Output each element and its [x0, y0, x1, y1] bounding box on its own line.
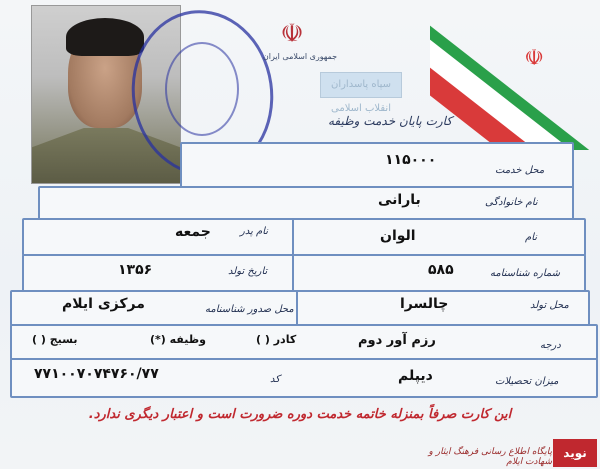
row-name [292, 218, 586, 256]
family-name-label: نام خانوادگی [485, 197, 538, 208]
name-label: نام [525, 232, 538, 243]
code-label: کد [270, 374, 281, 385]
birth-place-value: چالسرا [400, 296, 449, 312]
rank-label: درجه [540, 340, 561, 351]
birth-date-label: تاریخ تولد [228, 266, 268, 277]
status-kadr: کادر ( ) [256, 333, 297, 346]
code-value: ۷۷۱۰۰۷۰۷۴۷۶۰/۷۷ [34, 366, 159, 382]
flag-emblem-icon: ☫ [524, 46, 544, 71]
birth-date-value: ۱۳۵۶ [118, 262, 153, 278]
rank-value: رزم آور دوم [358, 333, 436, 348]
id-number-value: ۵۸۵ [428, 262, 454, 278]
issue-place-label: محل صدور شناسنامه [205, 304, 294, 315]
place-of-service-label: محل خدمت [495, 165, 545, 176]
status-basij: بسیج ( ) [32, 333, 78, 346]
name-value: الوان [380, 228, 416, 244]
row-rank-status [10, 324, 598, 360]
row-father-name [22, 218, 294, 256]
corps-banner: سپاه پاسداران انقلاب اسلامی [320, 72, 402, 98]
hair [66, 18, 144, 56]
brand-logo: نوید [553, 439, 597, 467]
birth-place-label: محل تولد [530, 300, 569, 311]
father-name-label: نام پدر [240, 226, 269, 237]
republic-label: جمهوری اسلامی ایران [262, 52, 338, 61]
education-value: دیپلم [398, 368, 433, 384]
card-notice: این کارت صرفاً بمنزله خاتمه خدمت دوره ضرورت است و اعتبار دیگری ندارد. [88, 407, 512, 422]
emblem-icon: ☫ [280, 19, 304, 49]
father-name-value: جمعه [175, 224, 211, 240]
brand-tagline: پایگاه اطلاع رسانی فرهنگ ایثار و شهادت ایلام [428, 447, 552, 467]
stamp-emblem [165, 42, 239, 136]
education-label: میزان تحصیلات [495, 376, 559, 387]
family-name-value: بارانی [378, 192, 421, 208]
status-vazife: وظیفه (*) [150, 333, 206, 346]
issue-place-value: مرکزی ایلام [62, 296, 145, 312]
card-title: کارت پایان خدمت وظیفه [327, 114, 453, 128]
place-of-service-value: ۱۱۵۰۰۰ [385, 152, 437, 168]
id-number-label: شماره شناسنامه [490, 268, 561, 279]
